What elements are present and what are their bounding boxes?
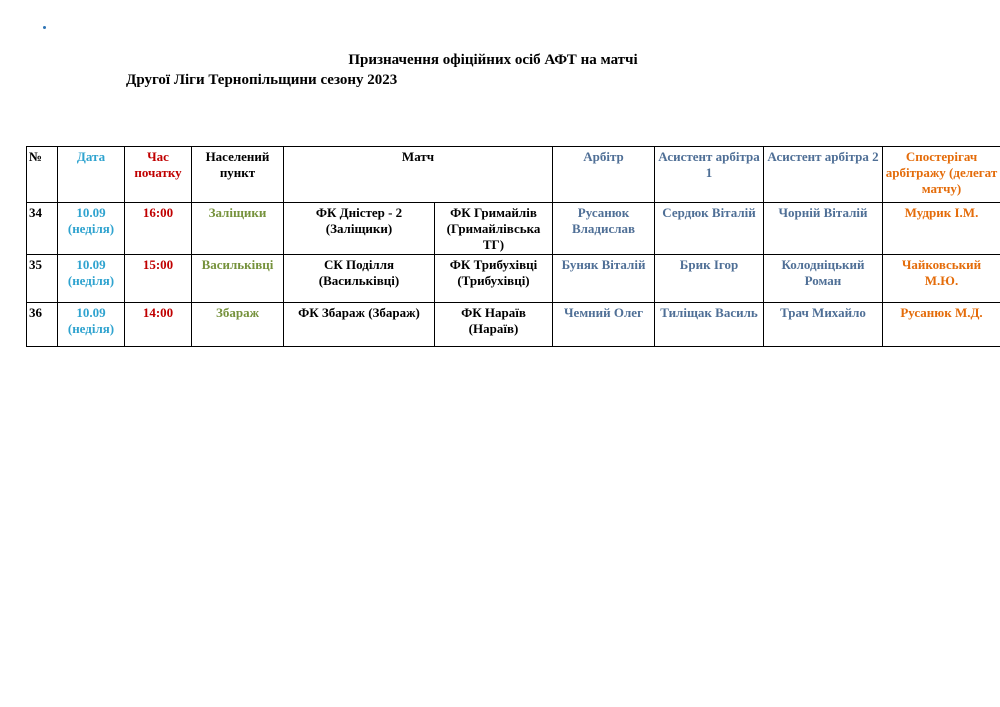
row-num: 35 [27,255,58,303]
row-place: Заліщики [192,203,284,255]
row-referee: Русанюк Владислав [553,203,655,255]
row-away-team: ФК Нараїв (Нараїв) [435,303,553,347]
table-row [27,203,1000,255]
stray-mark [43,26,46,29]
header-date: Дата [58,147,125,203]
header-num: № [27,147,58,203]
row-observer: Русанюк М.Д. [883,303,1000,347]
row-observer: Мудрик І.М. [883,203,1000,255]
row-num: 36 [27,303,58,347]
row-date: 10.09 (неділя) [58,255,125,303]
row-date: 10.09 (неділя) [58,303,125,347]
header-place: Населений пункт [192,147,284,203]
row-time: 14:00 [125,303,192,347]
header-observer: Спостерігач арбітражу (делегат матчу) [883,147,1000,203]
row-time: 16:00 [125,203,192,255]
header-time: Час початку [125,147,192,203]
header-match: Матч [284,147,553,203]
row-assistant2: Трач Михайло [764,303,883,347]
row-num: 34 [27,203,58,255]
row-time: 15:00 [125,255,192,303]
row-observer: Чайковський М.Ю. [883,255,1000,303]
table-header-row [27,147,1000,203]
row-home-team: СК Поділля (Васильківці) [284,255,435,303]
row-date: 10.09 (неділя) [58,203,125,255]
table-row [27,255,1000,303]
table-row [27,303,1000,347]
page-subtitle: Другої Ліги Тернопільщини сезону 2023 [126,72,398,88]
header-assistant1: Асистент арбітра 1 [655,147,764,203]
row-place: Збараж [192,303,284,347]
row-home-team: ФК Дністер - 2 (Заліщики) [284,203,435,255]
row-assistant1: Брик Ігор [655,255,764,303]
row-assistant2: Чорній Віталій [764,203,883,255]
row-away-team: ФК Гримайлів (Гримайлівська ТГ) [435,203,553,255]
row-assistant1: Сердюк Віталій [655,203,764,255]
row-home-team: ФК Збараж (Збараж) [284,303,435,347]
page-title: Призначення офіційних осіб АФТ на матчі [348,52,638,68]
row-assistant1: Тиліщак Василь [655,303,764,347]
row-referee: Чемний Олег [553,303,655,347]
row-place: Васильківці [192,255,284,303]
row-referee: Буняк Віталій [553,255,655,303]
row-away-team: ФК Трибухівці (Трибухівці) [435,255,553,303]
header-referee: Арбітр [553,147,655,203]
assignments-table [26,146,1000,347]
row-assistant2: Колодніцький Роман [764,255,883,303]
header-assistant2: Асистент арбітра 2 [764,147,883,203]
